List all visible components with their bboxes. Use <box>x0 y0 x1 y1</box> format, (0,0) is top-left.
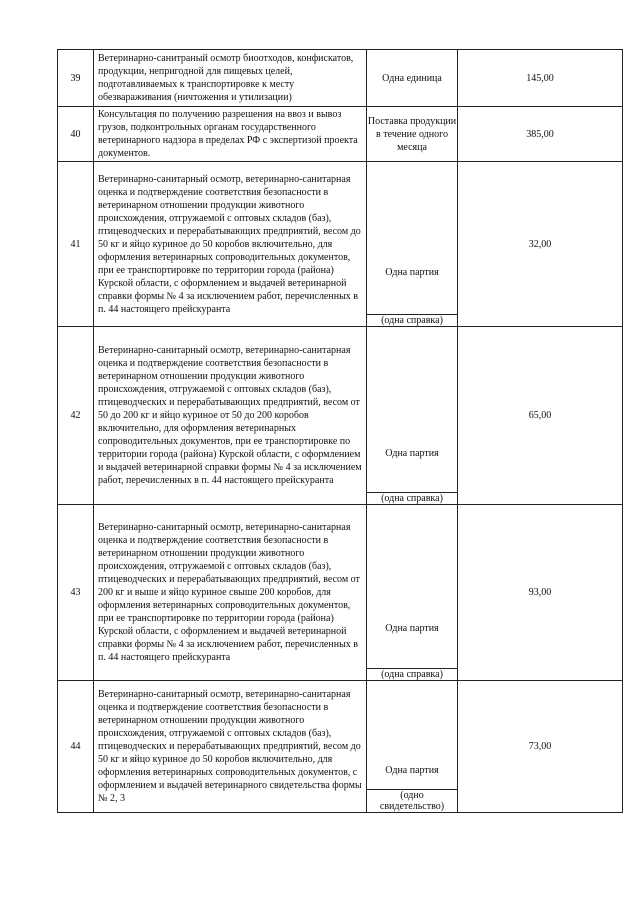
unit-note: (одна справка) <box>367 492 457 504</box>
row-number: 42 <box>58 327 94 505</box>
unit-note: (одна справка) <box>367 668 457 680</box>
service-description: Ветеринарно-санитарный осмотр, ветеринарно-санитарная оценка и подтверждение соответствия безопасности в ветеринарном отношении продукции животного происхождения, отгружаемой с оптовых складов (баз), птицеводческих и перерабатывающих предприятий, весом от 50 до 200 кг и яйцо куриное от 50 до 200 коробов включительно, для оформления ветеринарных сопроводительных документов, при ее транспортировке по территории города (района) Курской области, с оформлением и выдачей ветеринарной справки формы № 4 за исключением работ, перечисленных в п. 44 настоящего прейскуранта <box>94 327 367 505</box>
price-value: 65,00 <box>458 327 623 505</box>
unit-note: (одна справка) <box>367 314 457 326</box>
unit-cell <box>367 50 458 107</box>
unit-cell <box>367 681 458 813</box>
row-number: 39 <box>58 50 94 107</box>
service-description: Ветеринарно-санитарный осмотр, ветеринарно-санитарная оценка и подтверждение соответствия безопасности в ветеринарном отношении продукции животного происхождения, отгружаемой с оптовых складов (баз), птицеводческих и перерабатывающих предприятий, весом до 50 кг и яйцо куриное до 50 коробов включительно, для оформления ветеринарных сопроводительных документов, с оформлением и выдачей ветеринарного свидетельства формы № 2, 3 <box>94 681 367 813</box>
row-number: 44 <box>58 681 94 813</box>
price-list-table <box>57 49 623 813</box>
service-description: Ветеринарно-санитраный осмотр биоотходов, конфискатов, продукции, непригодной для пищевых целей, подготавливаемых к транспортировке к месту обезвараживания (ничтожения и утилизации) <box>94 50 367 107</box>
table-row <box>58 327 623 505</box>
unit-label: Одна партия <box>385 267 439 278</box>
table-row <box>58 505 623 681</box>
unit-label: Одна единица <box>382 72 442 84</box>
table-row <box>58 107 623 162</box>
unit-note: (одно свидетельство) <box>367 789 457 812</box>
unit-label: Поставка продукции в течение одного месяца <box>367 115 457 153</box>
row-number: 40 <box>58 107 94 162</box>
unit-cell <box>367 505 458 681</box>
price-value: 73,00 <box>458 681 623 813</box>
table-row <box>58 50 623 107</box>
price-value: 32,00 <box>458 162 623 327</box>
unit-cell <box>367 327 458 505</box>
price-value: 145,00 <box>458 50 623 107</box>
unit-label: Одна партия <box>385 764 439 776</box>
unit-label: Одна партия <box>385 448 439 459</box>
price-value: 385,00 <box>458 107 623 162</box>
price-value: 93,00 <box>458 505 623 681</box>
service-description: Консультация по получению разрешения на ввоз и вывоз грузов, подконтрольных органам государственного ветеринарного надзора в пределах РФ с экспертизой проекта документов. <box>94 107 367 162</box>
row-number: 43 <box>58 505 94 681</box>
service-description: Ветеринарно-санитарный осмотр, ветеринарно-санитарная оценка и подтверждение соответствия безопасности в ветеринарном отношении продукции животного происхождения, отгружаемой с оптовых складов (баз), птицеводческих и перерабатывающих предприятий, весом до 50 кг и яйцо куриное до 50 коробов включительно, для оформления ветеринарных сопроводительных документов, при ее транспортировке по территории города (района) Курской области, с оформлением и выдачей ветеринарной справки формы № 4 за исключением работ, перечисленных в п. 44 настоящего прейскуранта <box>94 162 367 327</box>
table-row <box>58 162 623 327</box>
unit-cell <box>367 162 458 327</box>
row-number: 41 <box>58 162 94 327</box>
unit-label: Одна партия <box>385 623 439 634</box>
table-row <box>58 681 623 813</box>
unit-cell <box>367 107 458 162</box>
service-description: Ветеринарно-санитарный осмотр, ветеринарно-санитарная оценка и подтверждение соответствия безопасности в ветеринарном отношении продукции животного происхождения, отгружаемой с оптовых складов (баз), птицеводческих и перерабатывающих предприятий, весом от 200 кг и выше и яйцо куриное свыше 200 коробов, для оформления ветеринарных сопроводительных документов, при ее транспортировке по территории города (района) Курской области, с оформлением и выдачей ветеринарной справки формы № 4 за исключением работ, перечисленных в п. 44 настоящего прейскуранта <box>94 505 367 681</box>
